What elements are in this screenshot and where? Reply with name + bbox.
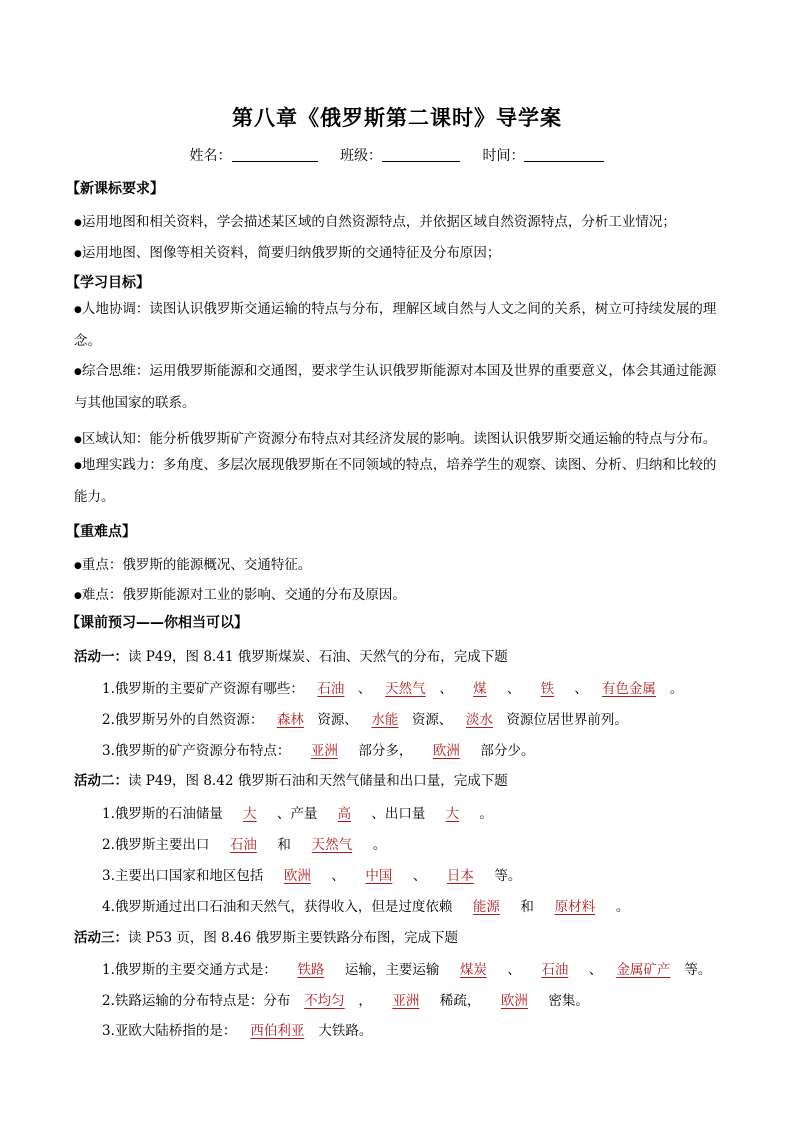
time-blank[interactable]: [524, 147, 604, 162]
goal-item: ●人地协调：读图认识俄罗斯交通运输的特点与分布，理解区域自然与人文之间的关系，树立可持续发展的理念。: [74, 301, 717, 349]
activity-2-q1: 1.俄罗斯的石油储量 大 、产量 高 、出口量 大 。: [102, 802, 493, 822]
activity-3-title: 活动三：读 P53 页，图 8.46 俄罗斯主要铁路分布图，完成下题: [74, 930, 458, 946]
activity-2-q3: 3.主要出口国家和地区包括 欧洲 、 中国 、 日本 等。: [102, 864, 521, 884]
bullet-icon: ●: [74, 367, 82, 377]
class-blank[interactable]: [382, 147, 460, 162]
answer-blank[interactable]: 铁路: [297, 962, 325, 978]
page-title: 第八章《俄罗斯第二课时》导学案: [232, 106, 562, 130]
answer-blank[interactable]: 不均匀: [304, 993, 345, 1009]
bullet-icon: ●: [74, 591, 82, 601]
activity-1-q1: 1.俄罗斯的主要矿产资源有哪些： 石油 、 天然气 、 煤 、 铁 、 有色金属 。: [102, 677, 683, 697]
bullet-icon: ●: [74, 305, 82, 315]
bullet-icon: ●: [74, 218, 82, 228]
activity-1-title: 活动一：读 P49，图 8.41 俄罗斯煤炭、石油、天然气的分布，完成下题: [74, 649, 508, 665]
answer-blank[interactable]: 原材料: [554, 899, 596, 915]
goal-item: ●地理实践力：多角度、多层次展现俄罗斯在不同领域的特点，培养学生的观察、读图、分析、归纳和比较的能力。: [74, 457, 717, 505]
section-heading-key: 【重难点】: [66, 524, 136, 540]
time-label: 时间：: [482, 148, 525, 164]
answer-blank[interactable]: 日本: [446, 868, 474, 884]
answer-blank[interactable]: 煤炭: [459, 962, 487, 978]
answer-blank[interactable]: 亚洲: [392, 993, 420, 1009]
activity-2-q2: 2.俄罗斯主要出口 石油 和 天然气 。: [102, 833, 386, 853]
answer-blank[interactable]: 西伯利亚: [250, 1023, 305, 1039]
section-heading-goals: 【学习目标】: [66, 275, 150, 291]
activity-1-q2: 2.俄罗斯另外的自然资源： 森林 资源、 水能 资源、 淡水 资源位居世界前列。: [102, 708, 628, 728]
answer-blank[interactable]: 欧洲: [283, 868, 311, 884]
answer-blank[interactable]: 欧洲: [500, 993, 528, 1009]
name-label: 姓名：: [189, 148, 232, 164]
curriculum-item: ●运用地图、图像等相关资料，简要归纳俄罗斯的交通特征及分布原因；: [74, 245, 501, 261]
bullet-icon: ●: [74, 461, 82, 471]
bullet-icon: ●: [74, 249, 82, 259]
activity-3-q2: 2.铁路运输的分布特点是：分布 不均匀 ， 亚洲 稀疏， 欧洲 密集。: [102, 989, 589, 1009]
answer-blank[interactable]: 煤: [473, 681, 487, 697]
student-info-line: [0, 145, 794, 165]
answer-blank[interactable]: 石油: [541, 962, 569, 978]
answer-blank[interactable]: 石油: [229, 837, 257, 853]
name-blank[interactable]: [232, 147, 318, 162]
bullet-icon: ●: [74, 435, 82, 445]
answer-blank[interactable]: 中国: [365, 868, 393, 884]
activity-3-q3: 3.亚欧大陆桥指的是： 西伯利亚 大铁路。: [102, 1019, 372, 1039]
class-label: 班级：: [340, 148, 382, 164]
answer-blank[interactable]: 欧洲: [432, 743, 460, 759]
section-heading-preview: 【课前预习——你相当可以】: [66, 615, 248, 631]
bullet-icon: ●: [74, 561, 82, 571]
answer-blank[interactable]: 淡水: [465, 712, 493, 728]
activity-2-q4: 4.俄罗斯通过出口石油和天然气，获得收入，但是过度依赖 能源 和 原材料 。: [102, 895, 629, 915]
section-heading-curriculum: 【新课标要求】: [66, 181, 164, 197]
curriculum-item: ●运用地图和相关资料，学会描述某区域的自然资源特点，并依据区域自然资源特点，分析工业情况；: [74, 214, 676, 230]
answer-blank[interactable]: 水能: [371, 712, 399, 728]
answer-blank[interactable]: 铁: [540, 681, 555, 697]
answer-blank[interactable]: 石油: [317, 681, 345, 697]
answer-blank[interactable]: 天然气: [385, 681, 426, 697]
activity-2-title: 活动二：读 P49，图 8.42 俄罗斯石油和天然气储量和出口量，完成下题: [74, 773, 508, 789]
answer-blank[interactable]: 金属矿产: [616, 962, 671, 978]
answer-blank[interactable]: 天然气: [311, 837, 353, 853]
goal-item: ●区域认知：能分析俄罗斯矿产资源分布特点对其经济发展的影响。读图认识俄罗斯交通运输的特点与分布。: [74, 431, 717, 447]
answer-blank[interactable]: 大: [445, 806, 460, 822]
answer-blank[interactable]: 有色金属: [601, 681, 656, 697]
goal-item: ●综合思维：运用俄罗斯能源和交通图，要求学生认识俄罗斯能源对本国及世界的重要意义，体会其通过能源与其他国家的联系。: [74, 363, 717, 411]
answer-blank[interactable]: 高: [337, 806, 352, 822]
activity-1-q3: 3.俄罗斯的矿产资源分布特点： 亚洲 部分多， 欧洲 部分少。: [102, 739, 534, 759]
answer-blank[interactable]: 森林: [276, 712, 304, 728]
answer-blank[interactable]: 大: [243, 806, 257, 822]
activity-3-q1: 1.俄罗斯的主要交通方式是： 铁路 运输，主要运输 煤炭 、 石油 、 金属矿产 等。: [102, 958, 711, 978]
answer-blank[interactable]: 能源: [472, 899, 500, 915]
key-item: ●难点：俄罗斯能源对工业的影响、交通的分布及原因。: [74, 587, 406, 603]
key-item: ●重点：俄罗斯的能源概况、交通特征。: [74, 557, 312, 573]
answer-blank[interactable]: 亚洲: [310, 743, 338, 759]
